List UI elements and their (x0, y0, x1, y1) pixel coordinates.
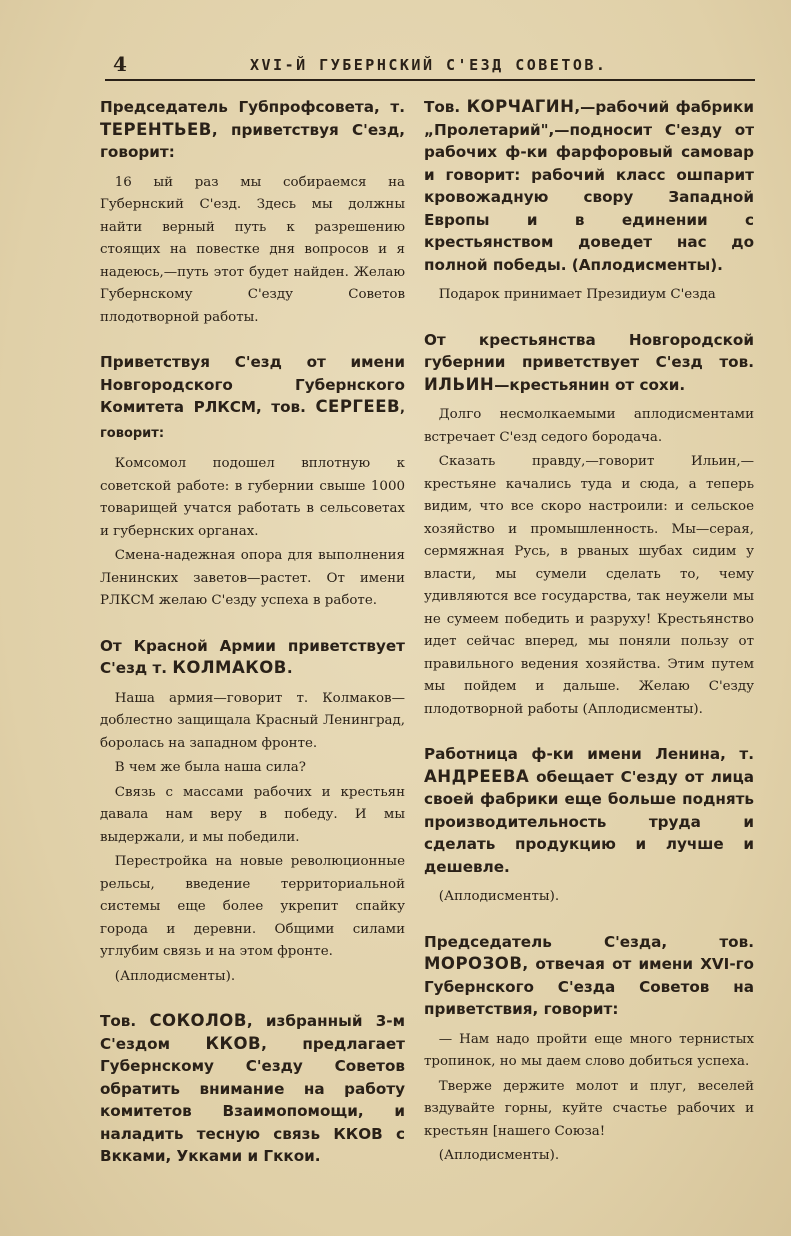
applause-note: (Аплодисменты). (114, 968, 236, 984)
speaker-name: МОРОЗОВ (424, 954, 523, 973)
speaker-name: СОКОЛОВ (149, 1011, 247, 1030)
speaker-name: ИЛЬИН (424, 374, 495, 394)
speech-paragraph: Сказать правду,—говорит Ильин,—крестьяне качались туда и сюда, а теперь видим, что все скоро настроили: и сельское хозяйство и промышленность. Мы—серая, сермяжная Русь, в рваных шубах сидим у власти, мы сумели сделать то, чему удивляются все государства, так неужели мы не сумеем победить и разруху! Крестьянство идет сейчас вперед, мы поняли пользу от правильного ведения хозяйства. Этим путем мы пойдем и дальше. Желаю С'езду плодотворной работы (Аплодисменты). (424, 454, 754, 717)
page-header (105, 52, 755, 80)
speech-terentyev (100, 96, 405, 329)
speech-heading: Тов. СОКОЛОВ, избранный 3-м С'ездом ККОВ, предлагает Губернскому С'езду Советов обратить внимание на работу комитетов Взаимопомощи, и наладить тесную связь ККОВ с Вкками, Укками и Гккои. (100, 1011, 405, 1165)
speech-kolmakov (100, 635, 405, 989)
left-column (100, 96, 405, 1190)
speech-sokolov (100, 1010, 405, 1168)
speaker-name: СЕРГЕЕВ (315, 397, 401, 416)
speech-paragraph: 16 ый раз мы собираемся на Губернский С'езд. Здесь мы должны найти верный путь к разрешению стоящих на повестке дня вопросов и я надеюсь,—путь этот будет найден. Желаю Губернскому С'езду Советов плодотворной работы. (100, 174, 405, 325)
speech-heading: От крестьянства Новгородской губернии приветствует С'езд тов. ИЛЬИН—крестьянин от сохи. (424, 330, 754, 394)
applause-note: (Аплодисменты). (438, 889, 560, 904)
speech-paragraph: В чем же была наша сила? (114, 760, 306, 775)
right-column (424, 96, 754, 1190)
speaker-name: КОРЧАГИН (466, 97, 575, 116)
page-number: 4 (113, 52, 127, 76)
applause-note: (Аплодисменты). (438, 1148, 560, 1163)
speech-heading: Председатель С'езда, тов. МОРОЗОВ, отвечая от имени XVI-го Губернского С'езда Советов на приветствия, говорит: (424, 932, 754, 1018)
speech-paragraph: Тверже держите молот и плуг, веселей вздувайте горны, куйте счастье рабочих и крестьян [нашего Союза! (424, 1078, 754, 1139)
speech-paragraph: Связь с массами рабочих и крестьян давала нам веру в победу. И мы выдержали, и мы победили. (100, 784, 405, 845)
speaker-name: АНДРЕЕВА (424, 766, 530, 786)
speech-heading: От Красной Армии приветствует С'езд т. КОЛМАКОВ. (100, 636, 405, 677)
speech-paragraph: — Нам надо пройти еще много тернистых тропинок, но мы даем слово добиться успеха. (424, 1031, 754, 1069)
organization-name: ККОВ (205, 1033, 262, 1053)
speech-andreeva (424, 743, 754, 909)
speech-heading: Работница ф-ки имени Ленина, т. АНДРЕЕВА обещает С'езду от лица своей фабрики еще больше поднять производительность труда и сделать продукцию и лучше и дешевле. (424, 745, 754, 876)
speaker-name: ТЕРЕНТЬЕВ (100, 119, 212, 139)
speech-sergeev (100, 351, 405, 613)
speech-morozov (424, 931, 754, 1168)
speech-korchagin (424, 96, 754, 307)
speech-paragraph: Перестройка на новые революционные рельсы, введение территориальной системы еще более укрепит спайку города и деревни. Общими силами углубим связь и на этом фронте. (100, 854, 405, 959)
speech-heading: Тов. КОРЧАГИН,—рабочий фабрики „Пролетарий",—подносит С'езду от рабочих ф-ки фарфоровый самовар и говорит: рабочий класс ошпарит кровожадную свору Западной Европы и в единении с крестьянством доведет нас до полной победы. (Аплодисменты). (424, 97, 754, 274)
running-title: XVI-Й ГУБЕРНСКИЙ С'ЕЗД СОВЕТОВ. (250, 56, 608, 74)
speech-paragraph: Долго несмолкаемыми аплодисментами встречает С'езд седого бородача. (424, 407, 754, 445)
speech-paragraph: Смена-надежная опора для выполнения Ленинских заветов—растет. От имени РЛКСМ желаю С'езду успеха в работе. (100, 548, 405, 608)
speech-paragraph: Комсомол подошел вплотную к советской работе: в губернии свыше 1000 товарищей учатся работать в сельсоветах и губернских органах. (100, 456, 405, 539)
speaker-name: КОЛМАКОВ (172, 658, 287, 677)
speech-ilyin (424, 329, 754, 722)
speech-heading: Приветствуя С'езд от имени Новгородского Губернского Комитета РЛКСМ, тов. СЕРГЕЕВ, говорит: (100, 353, 405, 441)
header-rule (105, 79, 755, 81)
speech-paragraph: Подарок принимает Президиум С'езда (438, 287, 716, 302)
speech-heading: Председатель Губпрофсовета, т. ТЕРЕНТЬЕВ, приветствуя С'езд, говорит: (100, 98, 405, 161)
speech-paragraph: Наша армия—говорит т. Колмаков—доблестно защищала Красный Ленинград, боролась на западном фронте. (100, 690, 405, 751)
